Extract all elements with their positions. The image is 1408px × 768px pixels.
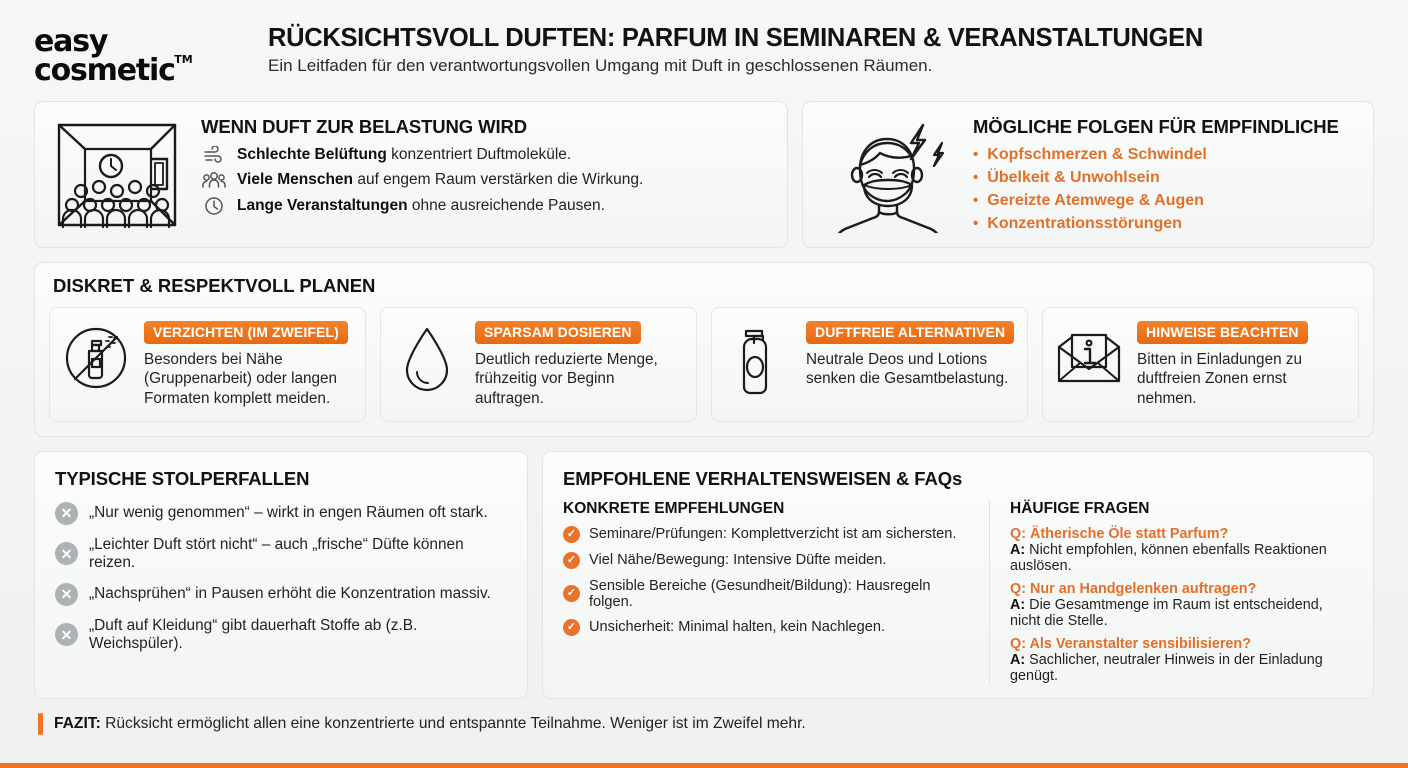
- effects-item-label: Übelkeit & Unwohlsein: [987, 169, 1160, 186]
- accent-bar: [38, 713, 43, 735]
- brand-logo: [34, 22, 242, 88]
- pitfall-text: „Duft auf Kleidung“ gibt dauerhaft Stoffe ab (z.B. Weichspüler).: [89, 616, 418, 652]
- recommendation-item: [563, 552, 967, 569]
- bullet-dot-icon: •: [973, 192, 979, 209]
- burden-item-strong: Viele Menschen: [237, 171, 354, 188]
- footer-text: [54, 715, 806, 733]
- recommendation-item: [563, 526, 967, 543]
- planning-text: Bitten in Einladungen zu duftfreien Zonen ernst nehmen.: [1137, 351, 1302, 407]
- faq-answer: [1010, 542, 1355, 574]
- close-icon: ✕: [55, 623, 78, 646]
- planning-tile: [49, 307, 366, 422]
- bullet-dot-icon: •: [973, 146, 979, 163]
- info-envelope-icon: [1053, 321, 1125, 387]
- bullet-dot-icon: •: [973, 169, 979, 186]
- recommendation-item: [563, 619, 967, 636]
- planning-text: Deutlich reduzierte Menge, frühzeitig vor Beginn auftragen.: [475, 351, 658, 407]
- wind-icon: [201, 146, 227, 164]
- faq-answer-label: A:: [1010, 651, 1026, 668]
- pitfall-text: „Leichter Duft stört nicht“ – auch „frische“ Düfte können reizen.: [89, 535, 464, 571]
- pitfall-text: „Nur wenig genommen“ – wirkt in engen Räumen oft stark.: [89, 504, 488, 522]
- planning-tile: [711, 307, 1028, 422]
- planning-text: Neutrale Deos und Lotions senken die Gesamtbelastung.: [806, 351, 1009, 388]
- clock-icon: [201, 196, 227, 216]
- recommendations-left: [563, 500, 967, 684]
- faq-question: Q: Ätherische Öle statt Parfum?: [1010, 525, 1229, 542]
- check-icon: ✓: [563, 619, 580, 636]
- recommendation-text: Sensible Bereiche (Gesundheit/Bildung): Hausregeln folgen.: [589, 577, 931, 610]
- planning-tile: [380, 307, 697, 422]
- footer-conclusion: [34, 713, 1374, 735]
- planning-text: Besonders bei Nähe (Gruppenarbeit) oder langen Formaten komplett meiden.: [144, 351, 338, 407]
- recommendation-item: [563, 578, 967, 610]
- bottom-accent-rule: [0, 763, 1408, 768]
- planning-tiles: [49, 307, 1359, 422]
- check-icon: ✓: [563, 526, 580, 543]
- trademark-mark: TM: [174, 52, 193, 66]
- brand-line-2-text: cosmetic: [34, 52, 175, 88]
- effects-title: MÖGLICHE FOLGEN FÜR EMPFINDLICHE: [973, 116, 1339, 137]
- burden-item-rest: ohne ausreichende Pausen.: [407, 197, 605, 214]
- pitfalls-title: TYPISCHE STOLPERFALLEN: [55, 467, 310, 489]
- no-spray-icon: [60, 321, 132, 391]
- pitfalls-list: [55, 502, 509, 653]
- card-recommendations: [542, 451, 1374, 699]
- card-effects: [802, 101, 1374, 248]
- pitfall-item: [55, 502, 509, 525]
- row-top: [34, 101, 1374, 248]
- burden-item-strong: Schlechte Belüftung: [237, 146, 387, 163]
- recommendations-subheading: KONKRETE EMPFEHLUNGEN: [563, 499, 785, 517]
- faq-item: [1010, 636, 1355, 684]
- pitfall-item: [55, 583, 509, 606]
- burden-item: [201, 146, 769, 164]
- bullet-dot-icon: •: [973, 215, 979, 232]
- effects-item-label: Konzentrationsstörungen: [987, 215, 1182, 232]
- planning-badge: DUFTFREIE ALTERNATIVEN: [806, 321, 1014, 344]
- burden-title: WENN DUFT ZUR BELASTUNG WIRD: [201, 116, 528, 137]
- faq-answer: [1010, 652, 1355, 684]
- faq-answer-text: Sachlicher, neutraler Hinweis in der Einladung genügt.: [1010, 651, 1323, 684]
- effects-list: [973, 146, 1355, 233]
- planning-badge: HINWEISE BEACHTEN: [1137, 321, 1308, 344]
- faq-heading: HÄUFIGE FRAGEN: [1010, 499, 1150, 517]
- brand-line-2: [34, 52, 193, 88]
- headache-person-icon: [819, 116, 959, 233]
- burden-item-text: [237, 197, 605, 215]
- recommendation-text: Seminare/Prüfungen: Komplettverzicht ist am sichersten.: [589, 526, 957, 543]
- burden-item-strong: Lange Veranstaltungen: [237, 197, 408, 214]
- planning-badge: SPARSAM DOSIEREN: [475, 321, 641, 344]
- effects-item: [973, 192, 1355, 210]
- header-text-block: [268, 22, 1374, 76]
- effects-item-label: Gereizte Atemwege & Augen: [987, 192, 1204, 209]
- droplet-icon: [391, 321, 463, 395]
- people-icon: [201, 171, 227, 189]
- faq-question: Q: Als Veranstalter sensibilisieren?: [1010, 635, 1252, 652]
- seminar-room-icon: [51, 116, 183, 233]
- effects-item: [973, 169, 1355, 187]
- row-bottom: [34, 451, 1374, 699]
- recommendations-title: EMPFOHLENE VERHALTENSWEISEN & FAQs: [563, 467, 963, 489]
- page-header: [34, 0, 1374, 95]
- planning-tile: [1042, 307, 1359, 422]
- pitfall-text: „Nachsprühen“ in Pausen erhöht die Konzentration massiv.: [89, 585, 491, 603]
- page-subtitle: Ein Leitfaden für den verantwortungsvollen Umgang mit Duft in geschlossenen Räumen.: [268, 55, 933, 75]
- check-icon: ✓: [563, 552, 580, 569]
- pitfall-item: [55, 536, 509, 572]
- faq-item: [1010, 526, 1355, 574]
- burden-item: [201, 196, 769, 216]
- brand-line-1: easy: [34, 24, 108, 59]
- burden-item-text: [237, 146, 571, 164]
- effects-item: [973, 215, 1355, 233]
- faq-list: [1010, 526, 1355, 684]
- burden-item-text: [237, 171, 643, 189]
- faq-answer: [1010, 597, 1355, 629]
- burden-item-rest: konzentriert Duftmoleküle.: [386, 146, 572, 163]
- faq-answer-text: Die Gesamtmenge im Raum ist entscheidend, nicht die Stelle.: [1010, 596, 1323, 629]
- planning-badge: VERZICHTEN (IM ZWEIFEL): [144, 321, 348, 344]
- footer-label: FAZIT:: [54, 714, 101, 732]
- card-planning: [34, 262, 1374, 437]
- faq-item: [1010, 581, 1355, 629]
- faq-answer-text: Nicht empfohlen, können ebenfalls Reaktionen auslösen.: [1010, 541, 1327, 574]
- recommendation-text: Viel Nähe/Bewegung: Intensive Düfte meiden.: [589, 552, 887, 569]
- close-icon: ✕: [55, 502, 78, 525]
- close-icon: ✕: [55, 542, 78, 565]
- card-pitfalls: [34, 451, 528, 699]
- burden-item: [201, 171, 769, 189]
- footer-body: Rücksicht ermöglicht allen eine konzentrierte und entspannte Teilnahme. Weniger ist im Zweifel mehr.: [100, 714, 806, 732]
- check-icon: ✓: [563, 585, 580, 602]
- recommendations-columns: [563, 500, 1355, 684]
- planning-title: DISKRET & RESPEKTVOLL PLANEN: [53, 275, 376, 296]
- recommendation-text: Unsicherheit: Minimal halten, kein Nachlegen.: [589, 619, 886, 636]
- burden-list: [201, 146, 769, 216]
- page-title: RÜCKSICHTSVOLL DUFTEN: PARFUM IN SEMINAREN & VERANSTALTUNGEN: [268, 24, 1203, 52]
- burden-item-rest: auf engem Raum verstärken die Wirkung.: [353, 171, 644, 188]
- pitfall-item: [55, 617, 509, 653]
- effects-item-label: Kopfschmerzen & Schwindel: [987, 146, 1207, 163]
- faq-question: Q: Nur an Handgelenken auftragen?: [1010, 580, 1257, 597]
- close-icon: ✕: [55, 583, 78, 606]
- faq-column: [989, 500, 1355, 684]
- card-burden: [34, 101, 788, 248]
- faq-answer-label: A:: [1010, 596, 1026, 613]
- lotion-bottle-icon: [722, 321, 794, 399]
- recommendations-list: [563, 526, 967, 636]
- faq-answer-label: A:: [1010, 541, 1026, 558]
- effects-item: [973, 146, 1355, 164]
